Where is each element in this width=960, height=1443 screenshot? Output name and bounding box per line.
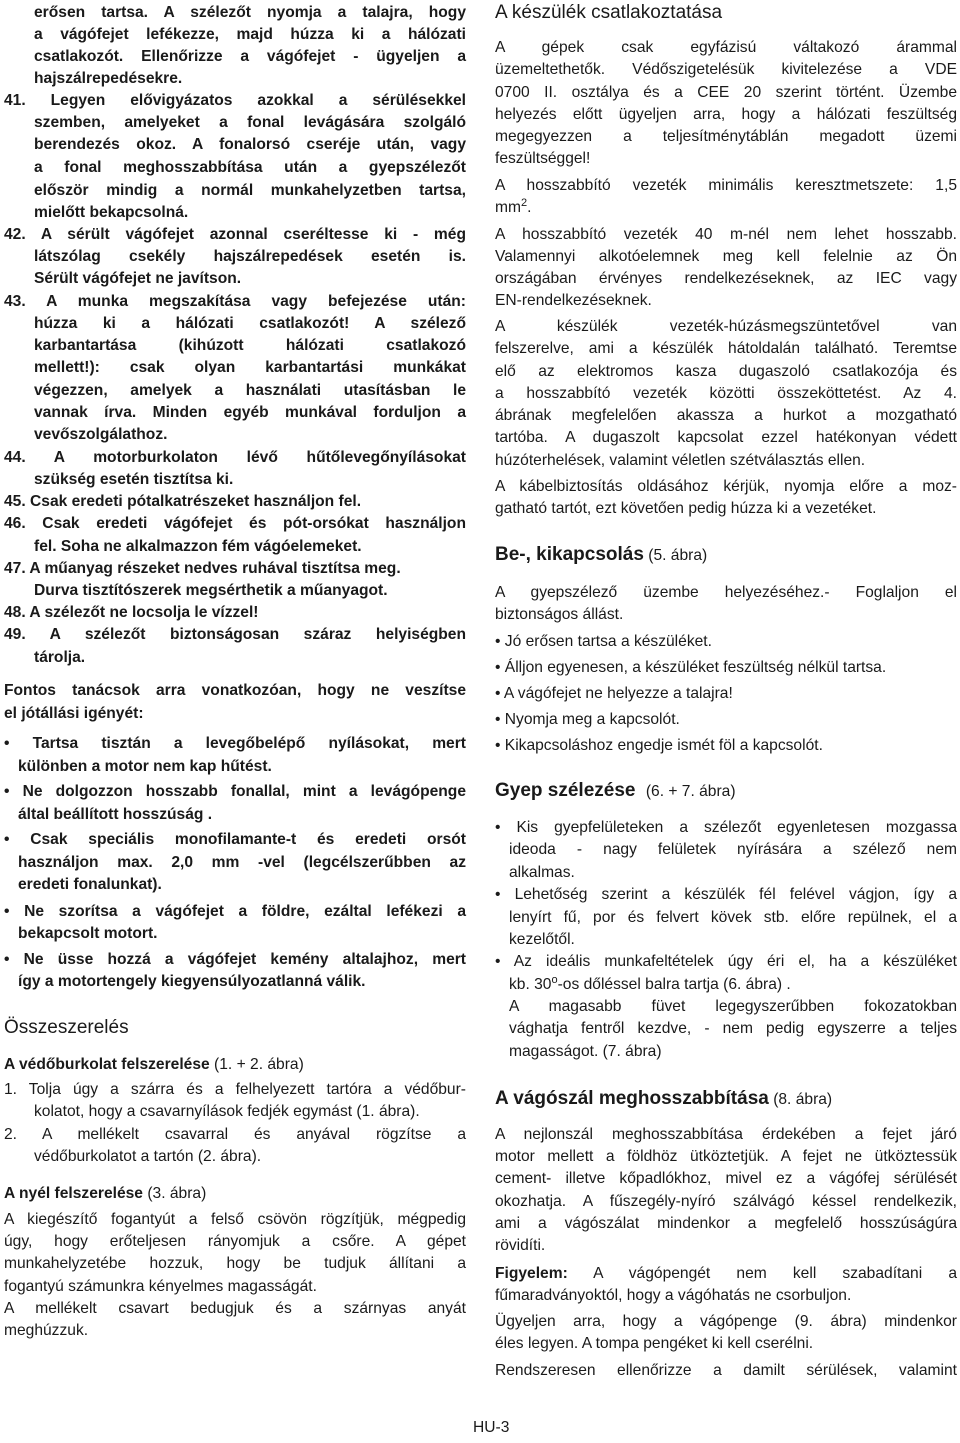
- guard-step-line: kolatot, hogy a csavarnyílások fedjék egymást (1. ábra).: [34, 1103, 420, 1120]
- warning-line: végezzen, amelyek a használati utasításban le: [34, 382, 466, 399]
- page-number: HU-3: [473, 1419, 510, 1436]
- warning-line: csatlakozót. Ellenőrizze a vágófejet - ügyeljen a: [34, 48, 466, 65]
- extension-text: okozhatja. A fűszegély-nyíró szálvágó késsel rendelkezik,: [495, 1193, 957, 1210]
- guard-step: 1. Tolja úgy a szárra és a felhelyezett tartóra a védőbur-: [4, 1081, 466, 1098]
- switching-title: Be-, kikapcsolás: [495, 544, 644, 565]
- switching-bullet: • Kikapcsoláshoz engedje ismét föl a kapcsolót.: [495, 737, 823, 754]
- warning-line: tárolja.: [34, 649, 86, 666]
- edging-bullet: • Az ideális munkafeltételek úgy éri el, ha a készüléket: [495, 953, 957, 970]
- edging-line: A magasabb füvet legegyszerűbben fokozatokban: [509, 998, 957, 1015]
- connection-text: üzemeltethetők. Védőszigetelésük kivitelezése a VDE: [495, 61, 957, 78]
- extension-text: rövidíti.: [495, 1237, 546, 1254]
- edging-line: lenyírt fű, por és felvert kövek stb. előre repülnek, el a: [509, 909, 957, 926]
- warning-line: Sérült vágófejet ne javítson.: [34, 270, 242, 287]
- switching-bullet: • Nyomja meg a kapcsolót.: [495, 711, 680, 728]
- warning-line: vannak írva. Minden egyéb munkával forduljon a: [34, 404, 466, 421]
- connection-text: ábrának megfelelően akassza a hurkot a mozgatható: [495, 407, 957, 424]
- extension-note: Figyelem: A vágópengét nem kell szabadítani a: [495, 1265, 957, 1282]
- advice-line: bekapcsolt motort.: [18, 925, 158, 942]
- warning-line: fel. Soha ne alkalmazzon fém vágóelemeket.: [34, 538, 362, 555]
- warning-line: hajszálrepedésekre.: [34, 70, 183, 87]
- advice-bullet: • Ne dolgozzon hosszabb fonallal, mint a levágópenge: [4, 783, 466, 800]
- extension-text: éles legyen. A tompa pengéket ki kell cserélni.: [495, 1335, 814, 1352]
- connection-text: a hosszabbító vezeték közötti összeköttetést. Az 4.: [495, 385, 957, 402]
- advice-bullet: • Tartsa tisztán a levegőbelépő nyílásokat, mert: [4, 735, 466, 752]
- warning-line: a vágófejet lefékezze, majd húzza ki a hálózati: [34, 26, 466, 43]
- extension-text: cement- illetve kőpadlókhoz, mivel ez a vágófej sérülését: [495, 1170, 957, 1187]
- switching-bullet: • Álljon egyenesen, a készüléket feszültség nélkül tartsa.: [495, 659, 887, 676]
- edging-heading: [495, 780, 736, 804]
- edging-line: alkalmas.: [509, 864, 575, 881]
- advice-bullet: • Ne szorítsa a vágófejet a földre, ezáltal lefékezi a: [4, 903, 466, 920]
- handle-subheading: [4, 1183, 206, 1206]
- switching-bullet: • Jó erősen tartsa a készüléket.: [495, 633, 712, 650]
- connection-text: A kábelbiztosítás oldásához kérjük, nyomja előre a moz-: [495, 478, 957, 495]
- handle-text: fogantyú számunkra kényelmes magasságát.: [4, 1278, 317, 1295]
- connection-text: EN-rendelkezéseknek.: [495, 292, 652, 309]
- connection-text: A készülék vezeték-húzásmegszüntetővel van: [495, 318, 957, 335]
- extension-ref: (8. ábra): [773, 1091, 833, 1108]
- extension-text: Rendszeresen ellenőrizze a damilt sérülések, valamint: [495, 1362, 957, 1379]
- extension-text: ami a vágószálat mindenkor a megfelelő hosszúságúra: [495, 1215, 957, 1232]
- warning-item-42: 42. A sérült vágófejet azonnal cseréltesse ki - még: [4, 226, 466, 243]
- connection-text: helyezés előtt ügyeljen arra, hogy a hálózati feszültség: [495, 106, 957, 123]
- warning-item-43: 43. A munka megszakítása vagy befejezése után:: [4, 293, 466, 310]
- edging-bullet: • Lehetőség szerint a készülék fél felével vágjon, így a: [495, 886, 957, 903]
- guard-subheading: [4, 1054, 304, 1077]
- switching-bullet: • A vágófejet ne helyezze a talajra!: [495, 685, 733, 702]
- advice-heading: Fontos tanácsok arra vonatkozóan, hogy ne veszítse: [4, 682, 466, 699]
- warning-item-46: 46. Csak eredeti vágófejet és pót-orsókat használjon: [4, 515, 466, 532]
- edging-line: magasságot. (7. ábra): [509, 1043, 662, 1060]
- warning-item-48: 48. A szélezőt ne locsolja le vízzel!: [4, 604, 259, 621]
- connection-heading: A készülék csatlakoztatása: [495, 2, 723, 23]
- connection-text: gatható tartót, ezt követően pedig húzza ki a vezetéket.: [495, 500, 877, 517]
- edging-line: vághatja fentről kezdve, - nem pedig egyszerre a teljes: [509, 1020, 957, 1037]
- connection-text: 0700 II. osztálya és a CEE 20 szerint történt. Üzembe: [495, 84, 957, 101]
- connection-text: A gépek csak egyfázisú váltakozó árammal: [495, 39, 957, 56]
- cable-cross-section: A hosszabbító vezeték minimális keresztmetszete: 1,5: [495, 177, 957, 194]
- note-label: Figyelem:: [495, 1265, 568, 1282]
- cable-cross-section-unit: $mm^2$.: [495, 196, 532, 216]
- guard-ref: (1. + 2. ábra): [214, 1056, 304, 1073]
- connection-text: Valamennyi alkotóelemnek meg kell felelnie az Ön: [495, 248, 957, 265]
- handle-text: meghúzzuk.: [4, 1322, 89, 1339]
- connection-text: húzóterhelések, valamint véletlen szétválasztás ellen.: [495, 452, 866, 469]
- edging-line: kezelőtől.: [509, 931, 575, 948]
- extension-note-line: fűmaradványoktól, hogy a vágóhatás ne csorbuljon.: [495, 1287, 852, 1304]
- handle-text: A kiegészítő fogantyút a felső csövön rögzítjük, mégpedig: [4, 1211, 466, 1228]
- warning-line: mellett!): csak olyan karbantartási munkákat: [34, 359, 466, 376]
- connection-text: A hosszabbító vezeték 40 m-nél nem lehet hosszabb.: [495, 226, 957, 243]
- warning-line: mielőtt bekapcsolná.: [34, 204, 189, 221]
- advice-line: különben a motor nem kap hűtést.: [18, 758, 272, 775]
- warning-item-47: 47. A műanyag részeket nedves ruhával tisztítsa meg.: [4, 560, 401, 577]
- warning-line: először mindig a normál munkahelyzetben tartsa,: [34, 182, 466, 199]
- extension-text: A nejlonszál meghosszabbítása érdekében a fejet járó: [495, 1126, 957, 1143]
- connection-text: országában érvényes rendelkezéseknek, az IEC vagy: [495, 270, 957, 287]
- connection-text: feszültséggel!: [495, 150, 591, 167]
- advice-heading: el jótállási igényét:: [4, 705, 144, 722]
- switching-ref: (5. ábra): [648, 547, 708, 564]
- assembly-heading: Összeszerelés: [4, 1017, 129, 1038]
- advice-line: által beállított hosszúság .: [18, 806, 213, 823]
- guard-step: 2. A mellékelt csavarral és anyával rögzítse a: [4, 1126, 466, 1143]
- handle-title: A nyél felszerelése: [4, 1185, 143, 1202]
- advice-line: használjon max. 2,0 mm -vel (legcélszerűbben az: [18, 854, 466, 871]
- warning-line: a fonal meghosszabbítása után a gyepszélezőt: [34, 159, 466, 176]
- warning-line: karbantartása (kihúzott hálózati csatlakozó: [34, 337, 466, 354]
- warning-item-41: 41. Legyen elővigyázatos azokkal a sérülésekkel: [4, 92, 466, 109]
- handle-text: A mellékelt csavart bedugjuk és a szárnyas anyát: [4, 1300, 466, 1317]
- warning-item-49: 49. A szélezőt biztonságosan száraz helyiségben: [4, 626, 466, 643]
- switching-heading: [495, 544, 707, 568]
- warning-line: látszólag csekély hajszálrepedések esetén is.: [34, 248, 466, 265]
- warning-line: berendezés okoz. A fonalorsó cseréje után, vagy: [34, 136, 466, 153]
- connection-text: megegyezzen a teljesítménytáblán megadott üzemi: [495, 128, 957, 145]
- advice-bullet: • Csak speciális monofilamante-t és eredeti orsót: [4, 831, 466, 848]
- warning-item-45: 45. Csak eredeti pótalkatrészeket használjon fel.: [4, 493, 362, 510]
- extension-heading: [495, 1088, 832, 1112]
- handle-text: úgy, hogy erőteljesen rányomjuk a csőre. A gépet: [4, 1233, 466, 1250]
- extension-text: motor mellett a földhöz ütköztetjük. A fejet ne ütköztessük: [495, 1148, 957, 1165]
- edging-line: ideoda - nagy felületek nyírására a szélező nem: [509, 841, 957, 858]
- switching-text: A gyepszélező üzembe helyezéséhez.- Foglaljon el: [495, 584, 957, 601]
- advice-line: eredeti fonalunkat).: [18, 876, 162, 893]
- warning-line: szemben, amelyeket a fonal levágására szolgáló: [34, 114, 466, 131]
- handle-text: munkahelyzetébe hozzuk, hogy be tudjuk állítani a: [4, 1255, 466, 1272]
- warning-line: erősen tartsa. A szélezőt nyomja a talajra, hogy: [34, 4, 466, 21]
- edging-bullet: • Kis gyepfelületeken a szélezőt egyenletesen mozgassa: [495, 819, 957, 836]
- warning-line: húzza ki a hálózati csatlakozót! A szélező: [34, 315, 466, 332]
- edging-title: Gyep szélezése: [495, 780, 636, 801]
- connection-text: tartóba. A dugaszolt kapcsolat ezzel hatékonyan védett: [495, 429, 957, 446]
- edging-ref: (6. + 7. ábra): [645, 783, 736, 800]
- guard-step-line: védőburkolatot a tartón (2. ábra).: [34, 1148, 262, 1165]
- switching-text: biztonságos állást.: [495, 606, 624, 623]
- warning-item-44: 44. A motorburkolaton lévő hűtőlevegőnyílásokat: [4, 449, 466, 466]
- edging-angle-line: kb. 30$^o$-os dőléssel balra tartja (6. ábra) .: [509, 973, 791, 993]
- advice-line: így a motortengely kiegyensúlyozatlanná válik.: [18, 973, 366, 990]
- warning-line: Durva tisztítószerek megsérthetik a műanyagot.: [34, 582, 388, 599]
- handle-ref: (3. ábra): [147, 1185, 207, 1202]
- warning-line: szükség esetén tisztítsa ki.: [34, 471, 234, 488]
- extension-title: A vágószál meghosszabbítása: [495, 1088, 769, 1109]
- advice-bullet: • Ne üsse hozzá a vágófejet kemény altalajhoz, mert: [4, 951, 466, 968]
- warning-line: vevőszolgálathoz.: [34, 426, 168, 443]
- connection-text: elő az elektromos kasza dugaszoló csatlakozója és: [495, 363, 957, 380]
- connection-text: felszerelve, ami a készülék hátoldalán található. Teremtse: [495, 340, 957, 357]
- extension-text: Ügyeljen arra, hogy a vágópenge (9. ábra) mindenkor: [495, 1313, 957, 1330]
- guard-title: A védőburkolat felszerelése: [4, 1056, 210, 1073]
